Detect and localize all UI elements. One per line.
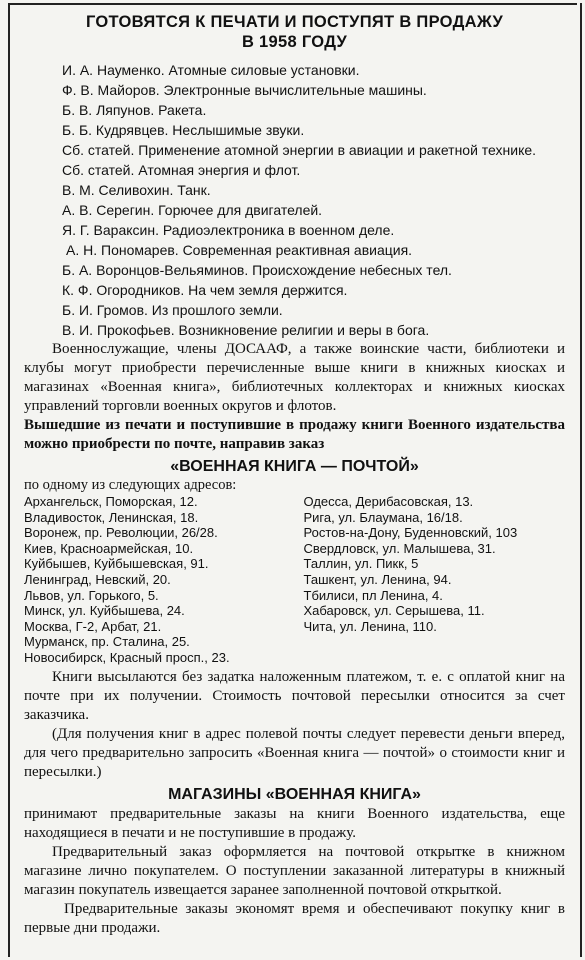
book-item: Б. Б. Кудрявцев. Неслышимые звуки. (62, 122, 305, 138)
book-item: Сб. статей. Атомная энергия и флот. (62, 162, 301, 178)
address-item: Архангельск, Поморская, 12. (24, 494, 198, 509)
address-item: Новосибирск, Красный просп., 23. (24, 649, 230, 665)
address-item: Ташкент, ул. Ленина, 94. (303, 571, 452, 587)
address-column-left (24, 494, 286, 666)
address-intro: по одному из следующих адресов: (24, 477, 237, 493)
book-item: А. Н. Пономарев. Современная реактивная авиация. (66, 242, 413, 258)
shops-paragraph: принимают предварительные заказы на книги Военного издательства, еще находящиеся в печати и не поступившие в продажу. (24, 805, 565, 841)
address-item: Мурманск, пр. Сталина, 25. (24, 634, 190, 650)
address-item: Одесса, Дерибасовская, 13. (303, 494, 474, 509)
address-item: Киев, Красноармейская, 10. (24, 540, 194, 556)
heading-year: В 1958 ГОДУ (241, 33, 348, 51)
address-item: Львов, ул. Горького, 5. (24, 587, 159, 603)
address-item: Хабаровск, ул. Серышева, 11. (303, 603, 485, 619)
frame-rule-top (8, 3, 577, 5)
frame-rule-left (8, 3, 10, 957)
address-item: Куйбышев, Куйбышевская, 91. (24, 556, 209, 572)
closing-paragraph: Предварительные заказы экономят время и обеспечивают покупку книг в первые дни продажи. (24, 900, 565, 936)
address-item: Свердловск, ул. Малышева, 31. (303, 540, 496, 556)
shipping-paragraph: Книги высылаются без задатка наложенным платежом, т. е. с оплатой книг на почте при их получении. Стоимость почтовой пересылки относится за счет заказчика. (24, 668, 565, 723)
address-list (24, 494, 565, 666)
members-paragraph: Военнослужащие, члены ДОСААФ, а также воинские части, библиотеки и клубы могут приобрести перечисленные выше книги в книжных киосках и магазинах «Военная книга», библиотечных коллекторах и книжных киосках управлений торговли военных округов и флотов. (24, 341, 565, 414)
address-item: Ленинград, Невский, 20. (24, 571, 171, 587)
terms-block (24, 668, 565, 782)
book-item: В. И. Прокофьев. Возникновение религии и веры в бога. (62, 322, 430, 338)
book-item: Б. И. Громов. Из прошлого земли. (62, 302, 283, 318)
book-item: И. А. Науменко. Атомные силовые установки. (62, 62, 360, 78)
book-item: А. В. Серегин. Горючее для двигателей. (62, 202, 323, 218)
mail-order-paragraph: Вышедшие из печати и поступившие в продажу книги Военного издательства можно приобрести по почте, направив заказ (24, 417, 565, 452)
book-item: Б. А. Воронцов-Вельяминов. Происхождение небесных тел. (62, 262, 452, 278)
heading-line: ГОТОВЯТСЯ К ПЕЧАТИ И ПОСТУПЯТ В ПРОДАЖУ (85, 13, 504, 31)
page-heading (24, 12, 565, 52)
book-item: Сб. статей. Применение атомной энергии в авиации и ракетной технике. (62, 142, 537, 158)
frame-rule-right (580, 3, 582, 957)
field-post-paragraph: (Для получения книг в адрес полевой почты следует перевести деньги вперед, для чего предварительно запросить «Военная книга — почтой» о стоимости книг и пересылки.) (24, 725, 565, 780)
address-column-right (286, 494, 566, 666)
address-item: Минск, ул. Куйбышева, 24. (24, 603, 185, 619)
address-item: Москва, Г-2, Арбат, 21. (24, 618, 162, 634)
mail-section-title: «ВОЕННАЯ КНИГА — ПОЧТОЙ» (170, 458, 419, 475)
book-item: Я. Г. Вараксин. Радиоэлектроника в военном деле. (62, 222, 395, 238)
book-item: Ф. В. Майоров. Электронные вычислительные машины. (62, 82, 427, 98)
address-item: Чита, ул. Ленина, 110. (303, 618, 437, 634)
book-item: К. Ф. Огородников. На чем земля держится. (62, 282, 348, 298)
address-item: Тбилиси, пл Ленина, 4. (303, 587, 443, 603)
shops-section-title: МАГАЗИНЫ «ВОЕННАЯ КНИГА» (168, 785, 421, 803)
address-item: Рига, ул. Блаумана, 16/18. (303, 509, 463, 525)
book-item: Б. В. Ляпунов. Ракета. (62, 102, 207, 118)
address-item: Ростов-на-Дону, Буденновский, 103 (303, 525, 518, 541)
address-item: Владивосток, Ленинская, 18. (24, 509, 199, 525)
address-item: Воронеж, пр. Революции, 26/28. (24, 525, 218, 541)
address-item: Таллин, ул. Пикк, 5 (303, 556, 419, 572)
book-item: В. М. Селивохин. Танк. (62, 182, 211, 198)
preorder-paragraph: Предварительный заказ оформляется на почтовой открытке в книжном магазине лично покупателем. О поступлении заказанной литературы в книжный магазин покупатель извещается заранее заполненной почтовой открыткой. (24, 843, 565, 898)
book-list (24, 60, 565, 340)
